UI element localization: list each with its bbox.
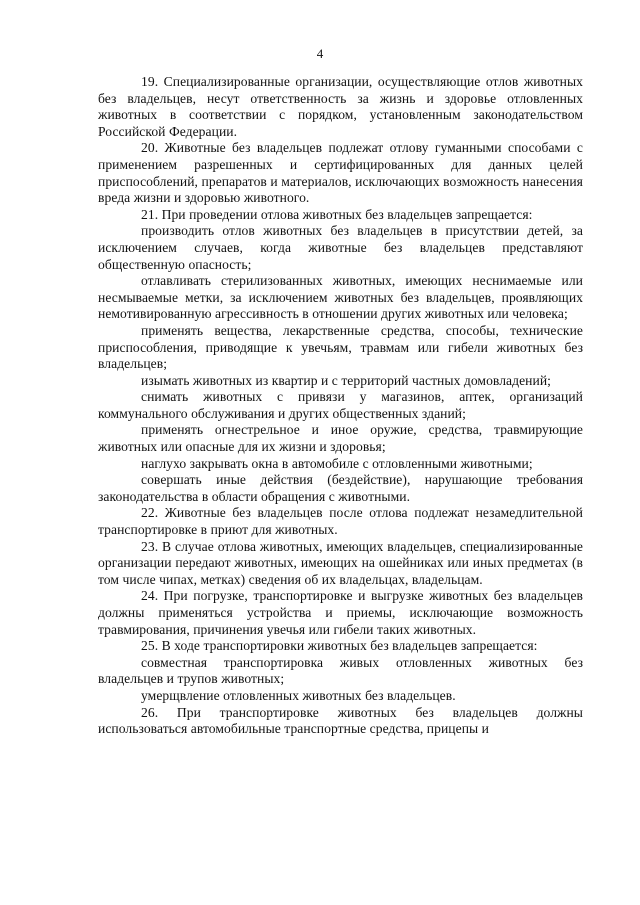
list-item: наглухо закрывать окна в автомобиле с отловленными животными; (141, 455, 533, 471)
paragraph-23: 23. В случае отлова животных, имеющих владельцев, специализированные организации передают животных, имеющих на ошейниках или иных предметах (в том числе чипах, метках) сведения об их владельцах, владельцам. (98, 538, 583, 587)
list-item: применять огнестрельное и иное оружие, средства, травмирующие животных или опасные для их жизни и здоровья; (98, 422, 583, 455)
document-body (98, 74, 583, 738)
list-item: совершать иные действия (бездействие), нарушающие требования законодательства в области обращения с животными. (98, 472, 583, 504)
list-item: снимать животных с привязи у магазинов, аптек, организаций коммунального обслуживания и других общественных зданий; (98, 389, 583, 421)
list-item: умерщвление отловленных животных без владельцев. (141, 687, 456, 703)
paragraph-24: 24. При погрузке, транспортировке и выгрузке животных без владельцев должны применяться устройства и приемы, исключающие возможность травмирования, причинения увечья или гибели таких животных. (98, 588, 583, 637)
paragraph-25: 25. В ходе транспортировки животных без владельцев запрещается: (141, 638, 538, 654)
page-number: 4 (316, 46, 324, 61)
list-item: отлавливать стерилизованных животных, имеющих неснимаемые или несмываемые метки, за исключением животных без владельцев, проявляющих немотивированную агрессивность в отношении других животных или человека; (98, 273, 583, 322)
list-item: производить отлов животных без владельцев в присутствии детей, за исключением случаев, когда животные без владельцев представляют общественную опасность; (98, 223, 583, 272)
list-item: применять вещества, лекарственные средства, способы, технические приспособления, приводящие к увечьям, травмам или гибели животных без владельцев; (98, 322, 583, 372)
list-item: совместная транспортировка живых отловленных животных без владельцев и трупов животных; (98, 654, 583, 687)
paragraph-19: 19. Специализированные организации, осуществляющие отлов животных без владельцев, несут ответственность за жизнь и здоровье отловленных животных в соответствии с порядком, установленным законодательством Российской Федерации. (98, 74, 583, 139)
paragraph-26: 26. При транспортировке животных без владельцев должны использоваться автомобильные транспортные средства, прицепы и (98, 704, 583, 737)
list-item: изымать животных из квартир и с территорий частных домовладений; (141, 372, 551, 388)
paragraph-22: 22. Животные без владельцев после отлова подлежат незамедлительной транспортировке в приют для животных. (98, 505, 583, 538)
paragraph-21: 21. При проведении отлова животных без владельцев запрещается: (141, 206, 533, 222)
paragraph-20: 20. Животные без владельцев подлежат отлову гуманными способами с применением разрешенных и сертифицированных для данных целей приспособлений, препаратов и материалов, исключающих возможность нанесения вреда жизни и здоровью животного. (98, 140, 583, 206)
